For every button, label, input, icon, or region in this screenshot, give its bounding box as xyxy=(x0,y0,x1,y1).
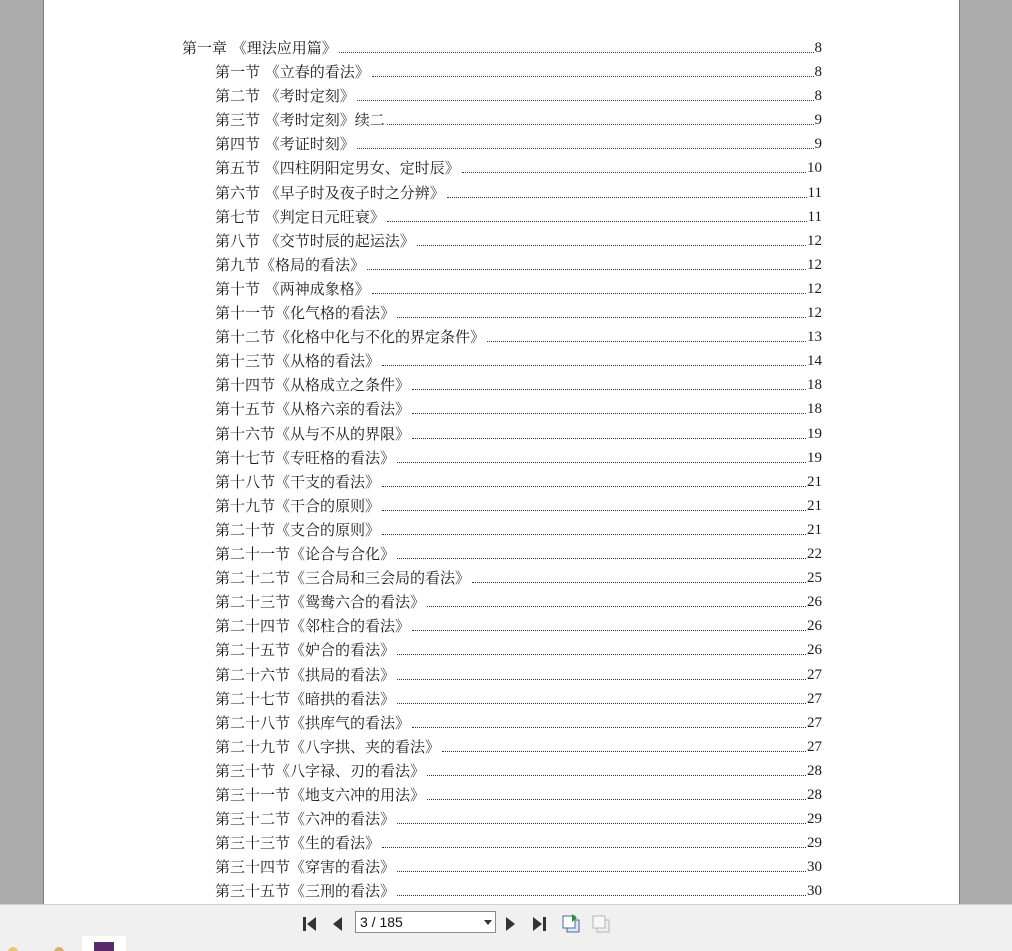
toc-section-entry[interactable] xyxy=(215,853,822,877)
toc-section-title: 第三十二节《六冲的看法》 xyxy=(215,810,396,829)
toc-section-title: 第二十五节《妒合的看法》 xyxy=(215,641,396,660)
toc-section-page: 21 xyxy=(807,473,822,490)
toc-section-title: 第九节《格局的看法》 xyxy=(215,255,366,274)
toc-section-entry[interactable] xyxy=(215,130,822,154)
toc-leader-dots xyxy=(372,292,806,294)
go-back-button[interactable] xyxy=(560,913,582,935)
toc-section-entry[interactable] xyxy=(215,275,822,299)
prev-page-icon xyxy=(327,915,347,933)
toc-leader-dots xyxy=(357,147,814,149)
app-icon[interactable] xyxy=(82,936,126,951)
toc-section-page: 21 xyxy=(807,497,822,514)
toc-section-title: 第三十三节《生的看法》 xyxy=(215,834,381,853)
toc-section-entry[interactable] xyxy=(215,781,822,805)
toc-section-entry[interactable] xyxy=(215,685,822,709)
toc-section-title: 第八节 《交节时辰的起运法》 xyxy=(215,231,415,250)
toc-section-title: 第十四节《从格成立之条件》 xyxy=(215,376,411,395)
toc-section-entry[interactable] xyxy=(215,106,822,130)
toc-leader-dots xyxy=(397,870,806,872)
toc-section-page: 28 xyxy=(807,787,822,803)
toc-section-title: 第七节 《判定日元旺衰》 xyxy=(215,207,385,226)
toc-leader-dots xyxy=(387,123,814,125)
toc-section-title: 第三节 《考时定刻》续二 xyxy=(215,111,385,130)
toc-section-page: 26 xyxy=(807,618,822,635)
toc-section-page: 26 xyxy=(807,594,822,611)
page-indicator: 3 / 185 xyxy=(360,914,403,930)
toc-leader-dots xyxy=(382,364,806,366)
toc-leader-dots xyxy=(487,340,806,342)
toc-section-title: 第十节 《两神成象格》 xyxy=(215,279,370,298)
toc-section-page: 11 xyxy=(807,184,822,201)
toc-section-entry[interactable] xyxy=(215,58,822,82)
toc-section-title: 第二节 《考时定刻》 xyxy=(215,87,355,106)
toc-section-title: 第十二节《化格中化与不化的界定条件》 xyxy=(215,328,486,347)
first-page-icon xyxy=(300,915,320,933)
toc-section-title: 第十八节《干支的看法》 xyxy=(215,472,381,491)
toc-section-title: 第四节 《考证时刻》 xyxy=(215,135,355,154)
toc-leader-dots xyxy=(372,75,814,77)
toc-leader-dots xyxy=(397,822,806,824)
toc-section-page: 30 xyxy=(807,859,822,876)
toc-section-title: 第五节 《四柱阴阳定男女、定时辰》 xyxy=(215,159,460,178)
toc-leader-dots xyxy=(442,750,806,752)
toc-section-page: 26 xyxy=(807,642,822,659)
toc-section-entry[interactable] xyxy=(215,636,822,660)
toc-leader-dots xyxy=(417,244,806,246)
toc-section-entry[interactable] xyxy=(215,179,822,203)
toc-section-entry[interactable] xyxy=(215,709,822,733)
toc-section-page: 28 xyxy=(807,762,822,779)
toc-section-title: 第一节 《立春的看法》 xyxy=(215,63,370,81)
toc-section-title: 第二十九节《八字拱、夹的看法》 xyxy=(215,737,441,756)
toc-section-page: 13 xyxy=(807,329,822,346)
toc-section-entry[interactable] xyxy=(215,420,822,444)
toc-leader-dots xyxy=(427,774,806,776)
toc-section-page: 27 xyxy=(807,690,822,707)
toc-section-page: 27 xyxy=(807,714,822,731)
toc-section-title: 第二十节《支合的原则》 xyxy=(215,520,381,539)
toc-section-title: 第三十四节《穿害的看法》 xyxy=(215,858,396,877)
toc-chapter-entry[interactable] xyxy=(182,34,822,58)
toc-leader-dots xyxy=(462,171,806,173)
toc-section-page: 9 xyxy=(814,136,822,153)
toc-section-entry[interactable] xyxy=(215,154,822,178)
toc-section-page: 18 xyxy=(807,377,822,394)
toc-section-page: 11 xyxy=(807,208,822,225)
page-number-select[interactable] xyxy=(355,911,496,933)
toc-section-page: 19 xyxy=(807,449,822,466)
toc-leader-dots xyxy=(397,894,806,896)
toc-section-page: 29 xyxy=(807,835,822,852)
toc-leader-dots xyxy=(339,51,814,53)
go-back-icon xyxy=(560,913,582,935)
toc-leader-dots xyxy=(397,461,806,463)
toc-section-entry[interactable] xyxy=(215,82,822,106)
toc-section-title: 第十六节《从与不从的界限》 xyxy=(215,424,411,443)
toc-section-entry[interactable] xyxy=(215,251,822,275)
toc-section-page: 12 xyxy=(807,232,822,249)
toc-leader-dots xyxy=(412,629,806,631)
toc-chapter-title: 第一章 《理法应用篇》 xyxy=(182,39,337,57)
last-page-button[interactable] xyxy=(529,913,551,935)
toc-leader-dots xyxy=(397,557,806,559)
toc-section-entry[interactable] xyxy=(215,227,822,251)
prev-page-button[interactable] xyxy=(326,913,348,935)
toc-section-title: 第三十一节《地支六冲的用法》 xyxy=(215,786,426,804)
toc-leader-dots xyxy=(412,388,806,390)
last-page-icon xyxy=(530,915,550,933)
toc-section-page: 12 xyxy=(807,280,822,297)
toc-section-title: 第十一节《化气格的看法》 xyxy=(215,304,396,322)
toc-section-page: 10 xyxy=(807,160,822,177)
toc-section-page: 21 xyxy=(807,521,822,538)
toc-leader-dots xyxy=(397,653,806,655)
toc-section-title: 第三十五节《三刑的看法》 xyxy=(215,882,396,901)
toc-section-entry[interactable] xyxy=(215,733,822,757)
toc-section-entry[interactable] xyxy=(215,371,822,395)
toc-section-entry[interactable] xyxy=(215,757,822,781)
toc-section-entry[interactable] xyxy=(215,829,822,853)
toc-section-entry[interactable] xyxy=(215,564,822,588)
document-page xyxy=(43,0,960,904)
toc-leader-dots xyxy=(412,412,806,414)
toc-section-page: 22 xyxy=(807,546,822,562)
toc-section-page: 14 xyxy=(807,353,822,370)
toc-section-title: 第十三节《从格的看法》 xyxy=(215,352,381,371)
toc-leader-dots xyxy=(427,798,806,800)
next-page-button[interactable] xyxy=(500,913,522,935)
toc-leader-dots xyxy=(412,437,806,439)
toc-section-page: 27 xyxy=(807,738,822,755)
toc-section-title: 第三十节《八字禄、刃的看法》 xyxy=(215,761,426,780)
toc-section-entry[interactable] xyxy=(215,877,822,901)
toc-section-entry[interactable] xyxy=(215,203,822,227)
toc-section-title: 第二十八节《拱库气的看法》 xyxy=(215,713,411,732)
toc-leader-dots xyxy=(382,509,806,511)
go-forward-icon xyxy=(590,913,612,935)
toc-section-page: 27 xyxy=(807,666,822,683)
toc-section-entry[interactable] xyxy=(215,347,822,371)
toc-section-entry[interactable] xyxy=(215,492,822,516)
toc-section-page: 9 xyxy=(814,112,822,129)
go-forward-button[interactable] xyxy=(590,913,612,935)
toc-section-title: 第十五节《从格六亲的看法》 xyxy=(215,400,411,419)
toc-section-title: 第六节 《早子时及夜子时之分辨》 xyxy=(215,183,445,202)
toc-section-title: 第二十一节《论合与合化》 xyxy=(215,545,396,563)
toc-section-page: 8 xyxy=(814,64,822,80)
toc-section-title: 第二十三节《鸳鸯六合的看法》 xyxy=(215,593,426,612)
toc-section-entry[interactable] xyxy=(215,444,822,468)
toc-section-page: 12 xyxy=(807,256,822,273)
toc-leader-dots xyxy=(472,581,806,583)
toc-section-entry[interactable] xyxy=(215,516,822,540)
toc-section-title: 第十七节《专旺格的看法》 xyxy=(215,448,396,467)
sun-icon[interactable] xyxy=(4,938,22,951)
toc-section-entry[interactable] xyxy=(215,805,822,829)
toc-section-page: 25 xyxy=(807,570,822,587)
pdf-viewer-toolbar xyxy=(0,904,1012,951)
toc-section-entry[interactable] xyxy=(215,588,822,612)
toc-section-entry[interactable] xyxy=(215,612,822,636)
toc-leader-dots xyxy=(397,702,806,704)
gear-icon[interactable] xyxy=(50,938,68,951)
toc-section-title: 第二十四节《邻柱合的看法》 xyxy=(215,617,411,636)
toc-leader-dots xyxy=(447,196,807,198)
toc-section-entry[interactable] xyxy=(215,468,822,492)
toc-leader-dots xyxy=(397,316,806,318)
toc-leader-dots xyxy=(397,678,806,680)
toc-section-entry[interactable] xyxy=(215,395,822,419)
toc-leader-dots xyxy=(427,605,806,607)
toc-leader-dots xyxy=(357,99,814,101)
toc-section-title: 第二十七节《暗拱的看法》 xyxy=(215,689,396,708)
toc-section-entry[interactable] xyxy=(215,299,822,323)
toc-section-page: 8 xyxy=(814,88,822,105)
toc-leader-dots xyxy=(387,220,807,222)
toc-section-page: 12 xyxy=(807,305,822,321)
toc-leader-dots xyxy=(382,485,806,487)
toc-section-entry[interactable] xyxy=(215,540,822,564)
toc-section-title: 第二十六节《拱局的看法》 xyxy=(215,665,396,684)
toc-chapter-page: 8 xyxy=(814,40,822,56)
toc-leader-dots xyxy=(382,846,806,848)
next-page-icon xyxy=(501,915,521,933)
toc-leader-dots xyxy=(367,268,806,270)
toc-section-title: 第二十二节《三合局和三会局的看法》 xyxy=(215,569,471,588)
chevron-down-icon xyxy=(481,912,495,932)
toc-leader-dots xyxy=(412,726,806,728)
toc-section-page: 30 xyxy=(807,883,822,900)
toc-section-entry[interactable] xyxy=(215,661,822,685)
toc-section-page: 19 xyxy=(807,425,822,442)
toc-section-page: 29 xyxy=(807,811,822,828)
first-page-button[interactable] xyxy=(299,913,321,935)
toc-section-entry[interactable] xyxy=(215,323,822,347)
toc-leader-dots xyxy=(382,533,806,535)
toc-section-page: 18 xyxy=(807,401,822,418)
toc-section-title: 第十九节《干合的原则》 xyxy=(215,496,381,515)
